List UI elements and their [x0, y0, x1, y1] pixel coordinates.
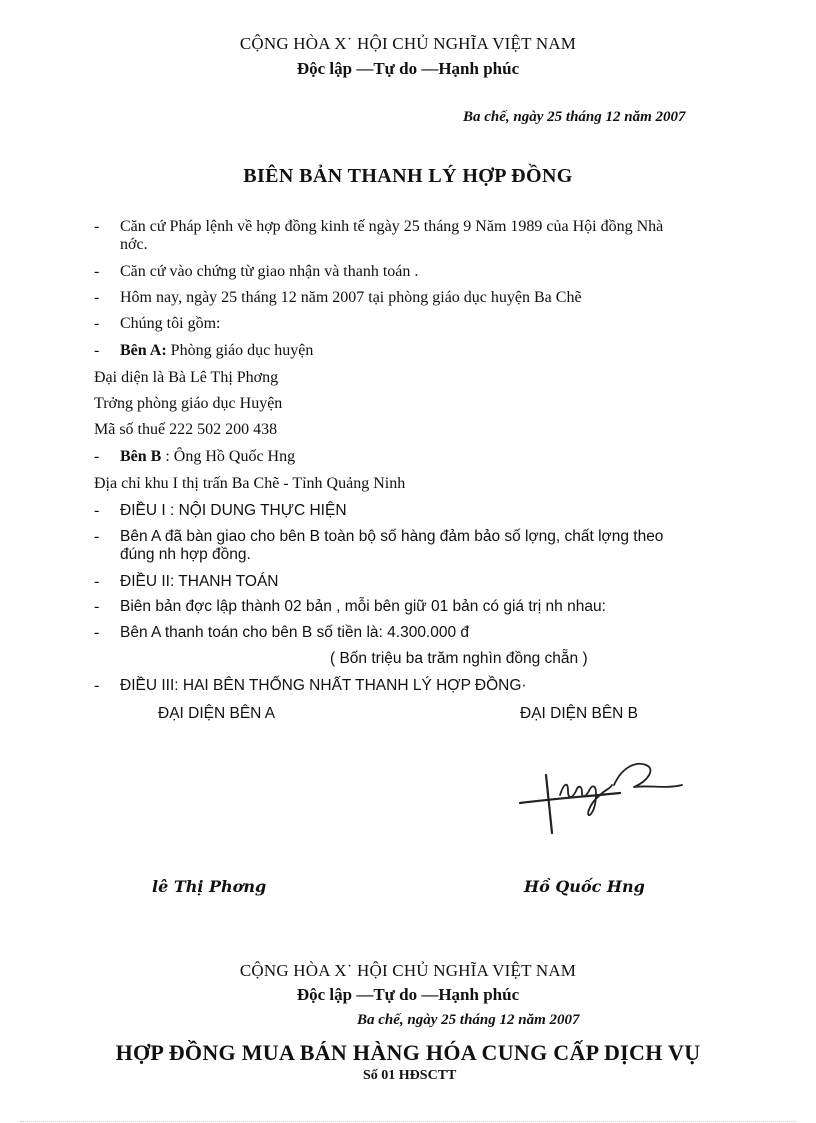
- party-a-position: Trởng phòng giáo dục Huyện: [94, 395, 283, 412]
- party-b-value: : Ông Hồ Quốc Hng: [161, 448, 296, 465]
- party-a-representative: Đại diện là Bà Lê Thị Phơng: [94, 369, 279, 386]
- handwritten-signature-b: [510, 755, 690, 845]
- motto: Độc lập —Tự do —Hạnh phúc: [296, 59, 520, 78]
- bullet-dash: -: [94, 448, 100, 465]
- article-3-heading: ĐIỀU III: HAI BÊN THỐNG NHẤT THANH LÝ HỢP ĐỒNG·: [120, 677, 527, 694]
- contract-title: HỢP ĐỒNG MUA BÁN HÀNG HÓA CUNG CẤP DỊCH VỤ: [115, 1040, 701, 1065]
- article-2-heading: ĐIỀU II: THANH TOÁN: [120, 573, 279, 590]
- signatory-b-name: Hồ Quốc Hng: [524, 877, 645, 896]
- bullet-dash: -: [94, 342, 100, 359]
- article-1-text: Bên A đã bàn giao cho bên B toàn bộ số hàng đảm bảo số lợng, chất lợng theo: [120, 528, 664, 545]
- party-a-tax-code: Mã số thuế 222 502 200 438: [94, 421, 278, 438]
- article-2-copies: Biên bản đợc lập thành 02 bản , mỗi bên giữ 01 bản có giá trị nh nhau:: [120, 598, 606, 615]
- article-2-amount-words: ( Bốn triệu ba trăm nghìn đồng chẵn ): [330, 650, 588, 667]
- bullet-dash: -: [94, 598, 100, 615]
- page-bottom-divider: [20, 1121, 796, 1122]
- bullet-dash: -: [94, 677, 100, 694]
- bullet-dash: -: [94, 624, 100, 641]
- party-a-label: Bên A:: [120, 342, 167, 359]
- date-line-2: Ba chế, ngày 25 tháng 12 năm 2007: [357, 1012, 580, 1028]
- party-b-address: Địa chỉ khu I thị trấn Ba Chẽ - Tỉnh Quảng Ninh: [94, 475, 406, 492]
- motto-2: Độc lập —Tự do —Hạnh phúc: [296, 985, 520, 1004]
- contract-number: [363, 1068, 456, 1084]
- bullet-dash: -: [94, 218, 100, 235]
- country-header: CỘNG HÒA X˙ HỘI CHỦ NGHĨA VIỆT NAM: [239, 34, 577, 53]
- representative-b-label: ĐẠI DIỆN BÊN B: [520, 705, 638, 722]
- representative-a-label: ĐẠI DIỆN BÊN A: [158, 705, 276, 722]
- line-legal-basis: Căn cứ Pháp lệnh về hợp đồng kinh tế ngày 25 tháng 9 Năm 1989 của Hội đồng Nhà: [120, 218, 664, 235]
- bullet-dash: -: [94, 263, 100, 280]
- bullet-dash: -: [94, 573, 100, 590]
- document-title: BIÊN BẢN THANH LÝ HỢP ĐỒNG: [243, 165, 573, 187]
- line-legal-basis-cont: nớc.: [120, 236, 148, 253]
- contract-number-code: HĐSCTT: [398, 1068, 457, 1083]
- bullet-dash: -: [94, 528, 100, 545]
- article-1-text-cont: đúng nh hợp đồng.: [120, 546, 251, 563]
- party-b-label: Bên B: [120, 448, 162, 465]
- party-b: [120, 448, 295, 466]
- article-1-heading: ĐIỀU I : NỘI DUNG THỰC HIỆN: [120, 502, 347, 519]
- contract-number-prefix: Số 01: [363, 1068, 399, 1083]
- line-we-include: Chúng tôi gồm:: [120, 315, 221, 332]
- party-a: [120, 342, 313, 360]
- signatory-a-name: lê Thị Phơng: [152, 877, 267, 896]
- bullet-dash: -: [94, 315, 100, 332]
- line-documents: Căn cứ vào chứng từ giao nhận và thanh toán .: [120, 263, 419, 280]
- country-header-2: CỘNG HÒA X˙ HỘI CHỦ NGHĨA VIỆT NAM: [239, 961, 577, 980]
- line-today: Hôm nay, ngày 25 tháng 12 năm 2007 tại phòng giáo dục huyện Ba Chẽ: [120, 289, 582, 306]
- bullet-dash: -: [94, 502, 100, 519]
- article-2-amount: Bên A thanh toán cho bên B số tiền là: 4.300.000 đ: [120, 624, 470, 641]
- party-a-value: Phòng giáo dục huyện: [166, 342, 314, 359]
- date-line: Ba chế, ngày 25 tháng 12 năm 2007: [463, 109, 686, 125]
- bullet-dash: -: [94, 289, 100, 306]
